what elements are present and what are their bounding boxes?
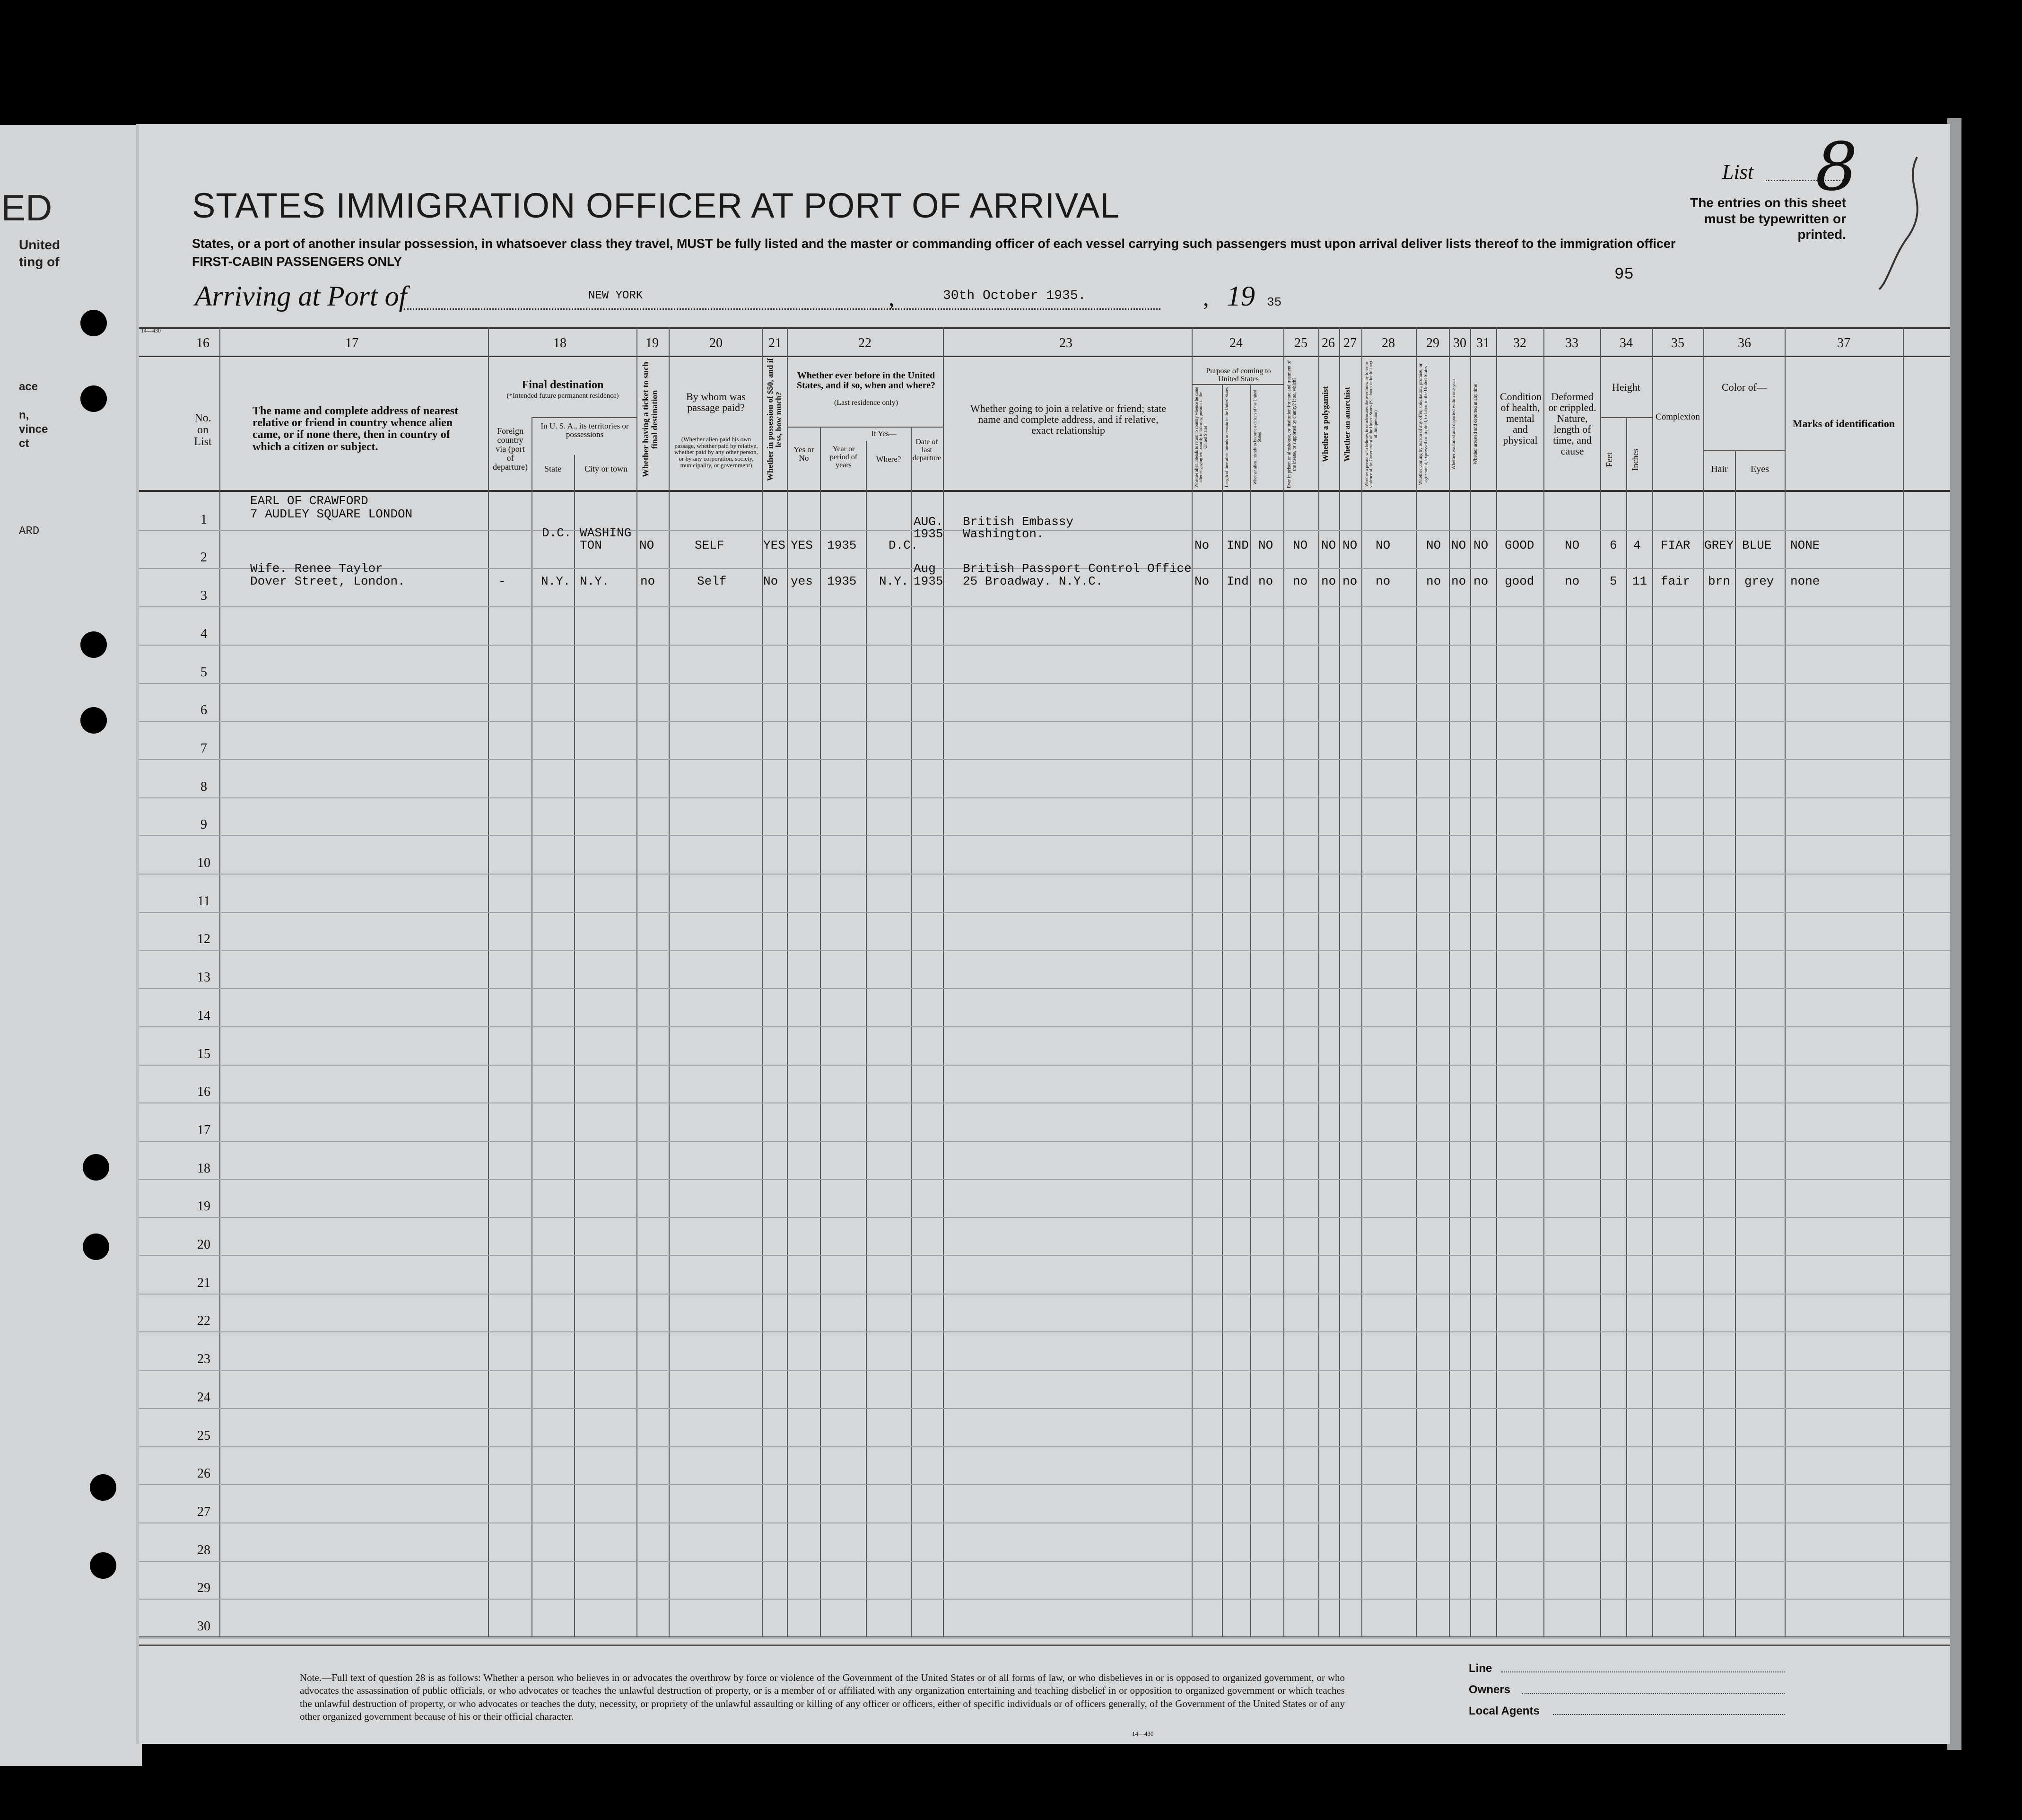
header-ticket: Whether having a ticket to such final destination bbox=[641, 361, 659, 478]
row-number: 6 bbox=[200, 703, 207, 718]
column-number: 21 bbox=[768, 336, 782, 350]
height-inches: 4 bbox=[1633, 538, 1641, 552]
prison: NO bbox=[1293, 538, 1308, 552]
port-value: NEW YORK bbox=[588, 289, 643, 302]
manifest-page bbox=[136, 124, 1950, 1744]
foreign-country: - bbox=[498, 574, 506, 588]
ticket: no bbox=[640, 574, 655, 588]
row-number: 8 bbox=[200, 779, 207, 794]
join-name: British Passport Control Office bbox=[963, 561, 1192, 576]
citizen: no bbox=[1258, 574, 1273, 588]
column-number: 36 bbox=[1738, 336, 1751, 350]
cabin-class: FIRST-CABIN PASSENGERS ONLY bbox=[192, 254, 402, 269]
row-number: 9 bbox=[200, 817, 207, 832]
header-prison: Ever in prison or almshouse, or institution for care and treatment of the insane, or supported by charity? If so, which? bbox=[1287, 360, 1297, 488]
header-fifty-dollars: Whether in possession of $50, and if less, how much? bbox=[766, 358, 783, 481]
row-number: 7 bbox=[200, 741, 207, 756]
header-foreign-country: Foreign country via (port of departure) bbox=[493, 426, 528, 472]
local-agents-field bbox=[1553, 1714, 1785, 1715]
relative-address: Dover Street, London. bbox=[250, 574, 405, 588]
column-number: 29 bbox=[1426, 336, 1439, 350]
height-inches: 11 bbox=[1632, 574, 1647, 588]
row-rule bbox=[139, 797, 1950, 798]
header-join-relative: Whether going to join a relative or friend; state name and complete address, and if relative, exact relationship bbox=[970, 402, 1167, 437]
year: 1935 bbox=[827, 538, 857, 552]
left-line-2: ting of bbox=[19, 254, 60, 269]
header-list-number: No. on List bbox=[194, 412, 212, 448]
ever-before: YES bbox=[791, 538, 813, 552]
prison: no bbox=[1293, 574, 1308, 588]
join-address: 25 Broadway. N.Y.C. bbox=[963, 574, 1103, 588]
header-where: Where? bbox=[876, 455, 901, 464]
punch-hole bbox=[80, 310, 107, 336]
row-number: 12 bbox=[197, 932, 210, 946]
header-length-stay: Length of time alien intends to remain in the United States bbox=[1224, 387, 1229, 487]
row-rule bbox=[139, 1141, 1950, 1142]
column-number: 18 bbox=[553, 336, 567, 350]
footnote: Note.—Full text of question 28 is as follows: Whether a person who believes in or advocates the overthrow by force or violence of the Government of the United States or of all forms of law, or who disbelieves in or is opposed to organized government, or who advocates the assassination of public officials, or who advocates or teaches the unlawful destruction of property, or is a member of or affiliated with any organization entertaining and teaching disbelief in or opposition to organized government or which teaches the unlawful destruction of property, or who advocates or teaches the duty, necessity, or propriety of the unlawful assaulting or killing of any officer or officers, either of specific individuals or of officers generally, of the Government of the United States or of any other organized government because of his or their official character. bbox=[300, 1672, 1345, 1722]
row-rule bbox=[139, 874, 1950, 875]
polygamist: no bbox=[1321, 574, 1336, 588]
state: D.C. bbox=[542, 526, 572, 540]
return-intent: No bbox=[1194, 574, 1210, 588]
citizen: NO bbox=[1258, 538, 1273, 552]
column-rule bbox=[219, 327, 220, 1637]
paid-by: Self bbox=[697, 574, 727, 588]
left-title-fragment: ED bbox=[1, 187, 52, 228]
row-rule bbox=[139, 645, 1950, 646]
column-rule bbox=[1496, 327, 1497, 1637]
where: N.Y. bbox=[879, 574, 909, 588]
complexion: fair bbox=[1661, 574, 1691, 588]
row-number: 13 bbox=[197, 970, 210, 985]
relative-name: Wife. Renee Taylor bbox=[250, 561, 383, 576]
column-number: 28 bbox=[1382, 336, 1395, 350]
arriving-label: Arriving at Port of bbox=[195, 280, 407, 312]
marks: NONE bbox=[1790, 538, 1820, 552]
relative-name: EARL OF CRAWFORD bbox=[250, 494, 368, 508]
owners-field bbox=[1522, 1693, 1785, 1694]
port-underline bbox=[404, 308, 1160, 310]
column-rule bbox=[1449, 327, 1450, 1637]
relative-address: 7 AUDLEY SQUARE LONDON bbox=[250, 507, 413, 521]
marks: none bbox=[1790, 574, 1820, 588]
fifty-dollars: No bbox=[763, 574, 778, 588]
header-arrested: Whether arrested and deported at any time bbox=[1473, 384, 1478, 464]
punch-hole bbox=[80, 385, 107, 412]
row-rule bbox=[139, 1446, 1950, 1447]
hair: brn bbox=[1708, 574, 1730, 588]
column-rule bbox=[1192, 327, 1193, 1637]
state: N.Y. bbox=[541, 574, 571, 588]
header-purpose: Purpose of coming to United States bbox=[1206, 367, 1271, 383]
column-number: 27 bbox=[1343, 336, 1357, 350]
pencil-mark bbox=[1860, 148, 1936, 299]
row-number: 29 bbox=[197, 1581, 210, 1595]
header-health: Condition of health, mental and physical bbox=[1500, 391, 1542, 446]
header-complexion: Complexion bbox=[1656, 412, 1700, 422]
typewritten-note: The entries on this sheet must be typewritten or printed. bbox=[1690, 195, 1846, 242]
row-rule bbox=[139, 1370, 1950, 1371]
year: 1935 bbox=[827, 574, 857, 588]
header-eyes: Eyes bbox=[1751, 464, 1769, 474]
column-rule bbox=[866, 441, 867, 1637]
join-name: British Embassy bbox=[963, 515, 1074, 529]
header-question-28: Whether a person who believes in or advocates the overthrow by force or violence of the Government of the United States (See footnote for full text of this question) bbox=[1364, 361, 1378, 488]
row-number: 4 bbox=[200, 627, 207, 641]
column-number: 19 bbox=[645, 336, 659, 350]
header-bottom-border bbox=[139, 490, 1950, 492]
year-suffix: 35 bbox=[1267, 295, 1282, 309]
departure-date: Aug bbox=[914, 561, 936, 576]
question-28: no bbox=[1376, 574, 1391, 588]
header-labor-offer: Whether coming by reason of any offer, solicitation, promise, or agreement, expressed or implied, to labor in the United States bbox=[1418, 363, 1429, 485]
punch-hole bbox=[80, 631, 107, 658]
row-number: 20 bbox=[197, 1237, 210, 1252]
height-feet: 6 bbox=[1610, 538, 1617, 552]
excluded: NO bbox=[1451, 538, 1466, 552]
column-rule bbox=[1785, 327, 1786, 1637]
row-number: 5 bbox=[200, 665, 207, 680]
column-rule bbox=[1735, 450, 1736, 1637]
arrested: no bbox=[1473, 574, 1489, 588]
return-intent: No bbox=[1194, 538, 1210, 552]
column-rule bbox=[1903, 327, 1904, 1637]
subheader-rule bbox=[532, 417, 636, 418]
anarchist: NO bbox=[1342, 538, 1358, 552]
deformed: no bbox=[1565, 574, 1580, 588]
row-number: 15 bbox=[197, 1047, 210, 1061]
line-label: Line bbox=[1469, 1662, 1492, 1675]
header-feet: Feet bbox=[1604, 452, 1614, 467]
height-feet: 5 bbox=[1610, 574, 1617, 588]
subheader-rule bbox=[1600, 417, 1652, 418]
column-rule bbox=[1222, 384, 1223, 1637]
line-field bbox=[1501, 1671, 1785, 1672]
column-number: 35 bbox=[1671, 336, 1684, 350]
row-rule bbox=[139, 1522, 1950, 1523]
row-number: 30 bbox=[197, 1619, 210, 1634]
row-number: 19 bbox=[197, 1199, 210, 1214]
health: GOOD bbox=[1505, 538, 1534, 552]
column-rule bbox=[1626, 417, 1627, 1637]
header-yes-no: Yes or No bbox=[793, 445, 814, 463]
left-hdr-1: ace bbox=[19, 380, 38, 393]
column-rule bbox=[1600, 327, 1601, 1637]
punch-hole bbox=[90, 1474, 116, 1501]
city: WASHING bbox=[580, 526, 632, 540]
row-rule bbox=[139, 1599, 1950, 1600]
column-number: 31 bbox=[1476, 336, 1490, 350]
punch-hole bbox=[90, 1552, 116, 1579]
row-number: 22 bbox=[197, 1313, 210, 1328]
column-rule bbox=[1339, 327, 1340, 1637]
column-rule bbox=[1543, 327, 1544, 1637]
deformed: NO bbox=[1565, 538, 1580, 552]
row-rule bbox=[139, 1102, 1950, 1103]
where: D.C. bbox=[889, 538, 918, 552]
row-rule bbox=[139, 988, 1950, 989]
row-rule bbox=[139, 606, 1950, 607]
column-number: 20 bbox=[709, 336, 723, 350]
row-number: 18 bbox=[197, 1161, 210, 1176]
date-value: 30th October 1935. bbox=[943, 289, 1086, 303]
labor-offer: NO bbox=[1426, 538, 1441, 552]
column-number: 37 bbox=[1837, 336, 1850, 350]
row-rule bbox=[139, 1217, 1950, 1218]
labor-offer: no bbox=[1426, 574, 1441, 588]
column-number: 30 bbox=[1453, 336, 1466, 350]
header-final-destination: Final destination bbox=[522, 379, 604, 391]
page-title: STATES IMMIGRATION OFFICER AT PORT OF ARRIVAL bbox=[192, 186, 1120, 225]
polygamist: NO bbox=[1321, 538, 1336, 552]
header-last-departure: Date of last departure bbox=[912, 438, 941, 462]
subheader-rule bbox=[1192, 384, 1283, 385]
city-cont: TON bbox=[580, 538, 602, 552]
header-city: City or town bbox=[584, 464, 628, 473]
comma: , bbox=[1203, 284, 1209, 311]
health: good bbox=[1505, 574, 1534, 588]
left-hdr-3: vince bbox=[19, 423, 48, 436]
eyes: grey bbox=[1744, 574, 1774, 588]
header-ever-before-sub: (Last residence only) bbox=[834, 399, 898, 407]
row-number: 23 bbox=[197, 1352, 210, 1366]
header-hair: Hair bbox=[1711, 464, 1728, 474]
header-anarchist: Whether an anarchist bbox=[1342, 386, 1351, 462]
row-rule bbox=[139, 721, 1950, 722]
header-nearest-relative: The name and complete address of nearest relative or friend in country whence alien came, or if none there, then in country of which a citizen or subject. bbox=[253, 405, 459, 453]
punch-hole bbox=[83, 1154, 109, 1181]
column-rule bbox=[1318, 327, 1319, 1637]
column-number: 17 bbox=[345, 336, 358, 350]
row-number: 25 bbox=[197, 1428, 210, 1443]
column-number: 23 bbox=[1059, 336, 1072, 350]
column-rule bbox=[1652, 327, 1653, 1637]
fifty-dollars: YES bbox=[763, 538, 785, 552]
column-number: 34 bbox=[1620, 336, 1633, 350]
header-inches: Inches bbox=[1630, 448, 1640, 471]
row-rule bbox=[139, 1294, 1950, 1295]
column-rule bbox=[574, 455, 575, 1637]
column-rule bbox=[1283, 327, 1284, 1637]
header-in-usa: In U. S. A., its territories or possessions bbox=[540, 421, 629, 439]
row-rule bbox=[139, 1065, 1950, 1066]
header-deformed: Deformed or crippled. Nature, length of time, and cause bbox=[1548, 391, 1596, 457]
column-rule bbox=[636, 327, 637, 1637]
column-number: 26 bbox=[1322, 336, 1335, 350]
punch-hole bbox=[83, 1234, 109, 1260]
length-stay: Ind bbox=[1227, 574, 1249, 588]
column-number: 25 bbox=[1294, 336, 1307, 350]
join-address: Washington. bbox=[963, 527, 1044, 541]
row-rule bbox=[139, 683, 1950, 684]
column-number: 33 bbox=[1565, 336, 1578, 350]
excluded: no bbox=[1451, 574, 1466, 588]
ever-before: yes bbox=[791, 574, 813, 588]
comma: , bbox=[889, 284, 895, 311]
ticket: NO bbox=[639, 538, 654, 552]
table-top-border bbox=[139, 327, 1950, 329]
column-number: 16 bbox=[196, 336, 209, 350]
row-rule bbox=[139, 1179, 1950, 1180]
left-page-fragment bbox=[0, 125, 142, 1766]
subheader-rule bbox=[1703, 450, 1785, 451]
row-rule bbox=[139, 1484, 1950, 1485]
row-number: 16 bbox=[197, 1085, 210, 1099]
column-rule bbox=[488, 327, 489, 1637]
row-number: 24 bbox=[197, 1390, 210, 1405]
city: N.Y. bbox=[580, 574, 610, 588]
list-number: 8 bbox=[1815, 129, 1858, 206]
column-number: 22 bbox=[858, 336, 872, 350]
page-number: 95 bbox=[1614, 266, 1634, 284]
left-hdr-2: n, bbox=[19, 409, 29, 421]
departure-date: AUG. bbox=[914, 515, 943, 529]
subheader-rule bbox=[787, 427, 943, 428]
column-rule bbox=[762, 327, 763, 1637]
row-number: 2 bbox=[200, 550, 207, 565]
left-row1-fragment: ARD bbox=[19, 525, 40, 538]
left-line-1: United bbox=[19, 237, 61, 252]
row-number: 27 bbox=[197, 1505, 210, 1519]
column-rule bbox=[1470, 327, 1471, 1637]
header-return-country: Whether alien intends to return to country whence he came after engaging temporarily in laboring pursuits in the United States bbox=[1194, 387, 1208, 488]
owners-label: Owners bbox=[1469, 1683, 1511, 1696]
row-number: 10 bbox=[197, 856, 210, 870]
column-rule bbox=[1250, 384, 1251, 1637]
row-rule bbox=[139, 759, 1950, 760]
row-number: 26 bbox=[197, 1466, 210, 1481]
row-number: 28 bbox=[197, 1543, 210, 1558]
question-28: NO bbox=[1376, 538, 1391, 552]
row-number: 11 bbox=[197, 894, 210, 909]
header-year: Year or period of years bbox=[829, 445, 858, 469]
column-rule bbox=[787, 327, 788, 1637]
header-state: State bbox=[544, 464, 561, 473]
list-label: List bbox=[1722, 160, 1754, 184]
header-height: Height bbox=[1612, 381, 1640, 393]
colnum-row-border bbox=[139, 356, 1950, 357]
column-rule bbox=[1416, 327, 1417, 1637]
header-color-of: Color of— bbox=[1722, 381, 1767, 393]
row-rule bbox=[139, 1026, 1950, 1027]
year-prefix: 19 bbox=[1227, 280, 1255, 312]
row-rule bbox=[139, 912, 1950, 913]
row-number: 21 bbox=[197, 1276, 210, 1290]
header-marks: Marks of identification bbox=[1792, 418, 1895, 429]
paid-by: SELF bbox=[695, 538, 724, 552]
form-number: 14—430 bbox=[1132, 1730, 1154, 1737]
header-passage-paid: By whom was passage paid? bbox=[686, 391, 746, 414]
eyes: BLUE bbox=[1742, 538, 1772, 552]
header-polygamist: Whether a polygamist bbox=[1321, 386, 1330, 463]
punch-hole bbox=[80, 707, 107, 734]
header-become-citizen: Whether alien intends to become a citizen of the United States bbox=[1253, 390, 1262, 485]
left-hdr-4: ct bbox=[19, 437, 29, 450]
corner-mark: 14—430 bbox=[141, 327, 161, 334]
column-number: 24 bbox=[1229, 336, 1243, 350]
header-if-yes: If Yes— bbox=[871, 430, 897, 438]
instruction-text: States, or a port of another insular possession, in whatsoever class they travel, MUST be fully listed and the master or commanding officer of each vessel carrying such passengers must upon arrival deliver lists thereof to the immigration officer bbox=[192, 236, 1676, 251]
header-final-destination-sub: (*Intended future permanent residence) bbox=[506, 392, 619, 400]
footer-border bbox=[139, 1645, 1950, 1646]
row-number: 14 bbox=[197, 1008, 210, 1023]
column-rule bbox=[911, 427, 912, 1637]
row-rule bbox=[139, 1331, 1950, 1332]
length-stay: IND bbox=[1227, 538, 1249, 552]
local-agents-label: Local Agents bbox=[1469, 1705, 1540, 1717]
column-rule bbox=[1703, 327, 1704, 1637]
column-rule bbox=[669, 327, 670, 1637]
row-number: 1 bbox=[200, 512, 207, 527]
complexion: FIAR bbox=[1661, 538, 1691, 552]
header-ever-before: Whether ever before in the United States, and if so, when and where? bbox=[797, 370, 935, 391]
row-rule bbox=[139, 1408, 1950, 1409]
row-rule bbox=[139, 1637, 1950, 1638]
column-rule bbox=[1361, 327, 1362, 1637]
header-passage-paid-sub: (Whether alien paid his own passage, whether paid by relative, whether paid by any other person, or by any corporation, society, municipality, or government) bbox=[674, 436, 758, 469]
hair: GREY bbox=[1704, 538, 1734, 552]
departure-year: 1935 bbox=[914, 527, 943, 541]
column-number: 32 bbox=[1513, 336, 1526, 350]
row-rule bbox=[139, 950, 1950, 951]
row-number: 17 bbox=[197, 1123, 210, 1138]
anarchist: no bbox=[1342, 574, 1358, 588]
arrested: NO bbox=[1473, 538, 1489, 552]
row-rule bbox=[139, 835, 1950, 836]
row-rule bbox=[139, 1561, 1950, 1562]
departure-year: 1935 bbox=[914, 574, 943, 588]
row-rule bbox=[139, 530, 1950, 531]
header-excluded: Whether excluded and deported within one year bbox=[1451, 378, 1456, 470]
row-number: 3 bbox=[200, 588, 207, 603]
column-rule bbox=[820, 427, 821, 1637]
row-rule bbox=[139, 1255, 1950, 1256]
